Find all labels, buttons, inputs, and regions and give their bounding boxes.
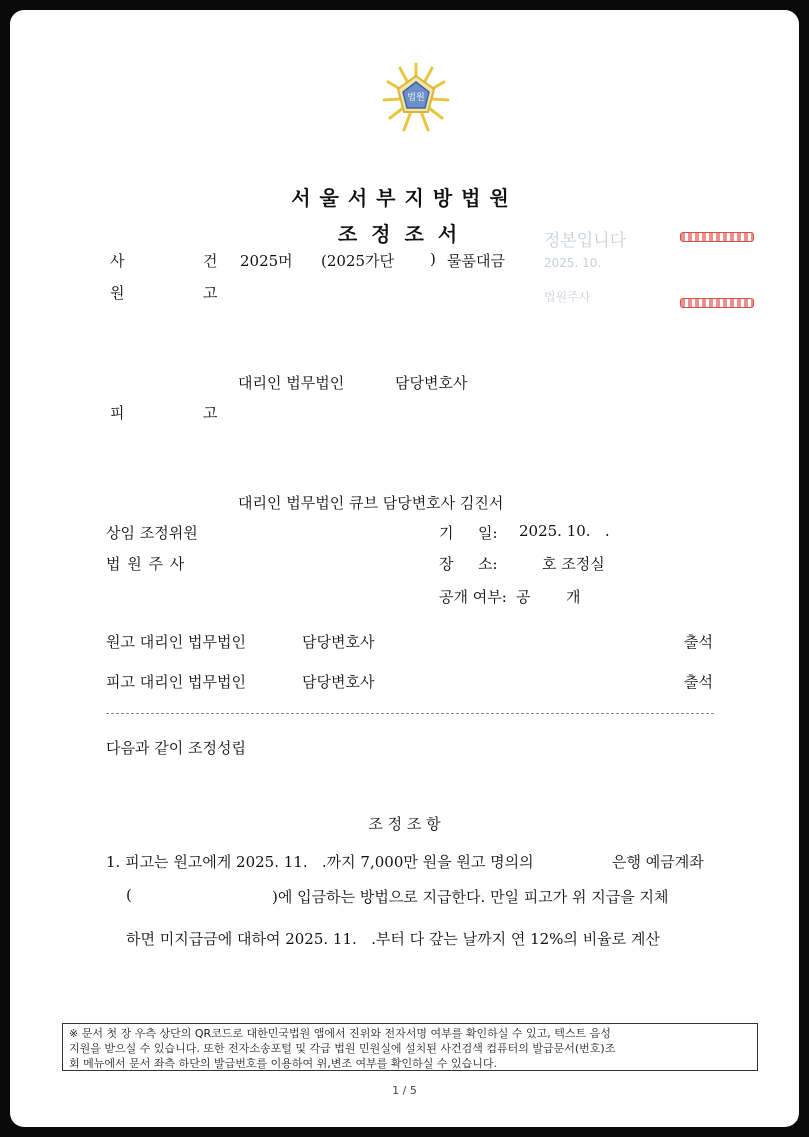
verification-notice xyxy=(62,1023,758,1071)
attendance-party-1: 원고 대리인 법무법인 xyxy=(106,633,246,651)
defendant-agent: 대리인 법무법인 큐브 담당변호사 김진서 xyxy=(238,494,504,512)
place-label-2: 소: xyxy=(478,555,498,573)
date-label-2: 일: xyxy=(478,524,498,542)
page-number: 1 / 5 xyxy=(392,1084,417,1097)
case-ref-open: (2025가단 xyxy=(321,252,395,270)
public-label: 공개 여부: xyxy=(439,588,507,606)
case-name: 물품대금 xyxy=(447,252,505,270)
court-emblem-icon xyxy=(382,62,450,134)
notice-line-1: ※ 문서 첫 장 우측 상단의 QR코드로 대한민국법원 앱에서 진위와 전자서명 여부를 확인하실 수 있고, 텍스트 음성 xyxy=(69,1027,611,1040)
emblem-text: 법원 xyxy=(407,93,425,103)
defendant-label-1: 피 xyxy=(110,404,125,422)
attendance-attorney-1: 담당변호사 xyxy=(302,633,375,651)
case-label-1: 사 xyxy=(110,252,125,270)
seal-mark-top xyxy=(680,232,754,242)
attendance-party-2: 피고 대리인 법무법인 xyxy=(106,673,246,691)
term-line-2-open: ( xyxy=(126,886,132,904)
public-value-1: 공 xyxy=(516,588,531,606)
settlement-statement: 다음과 같이 조정성립 xyxy=(106,739,246,757)
place-label-1: 장 xyxy=(439,555,454,573)
document-page xyxy=(10,10,799,1127)
notice-line-3: 회 메뉴에서 문서 좌측 하단의 발급번호를 이용하여 위,변조 여부를 확인하실 수 있습니다. xyxy=(69,1057,497,1070)
court-name: 서울서부지방법원 xyxy=(291,186,518,210)
date-label-1: 기 xyxy=(439,524,454,542)
case-label-2: 건 xyxy=(203,252,218,270)
stamp-line-2: 2025. 10. xyxy=(544,256,602,270)
plaintiff-agent: 대리인 법무법인 xyxy=(238,374,345,392)
plaintiff-label-1: 원 xyxy=(110,284,125,302)
attendance-status-1: 출석 xyxy=(684,633,713,651)
attendance-status-2: 출석 xyxy=(684,673,713,691)
stamp-line-1: 정본입니다 xyxy=(544,231,627,251)
mediator-label: 상임 조정위원 xyxy=(106,524,198,542)
divider xyxy=(106,713,714,714)
stamp-line-3: 법원주사 xyxy=(544,290,591,304)
plaintiff-label-2: 고 xyxy=(203,284,218,302)
term-line-3: 하면 미지급금에 대하여 2025. 11. .부터 다 갚는 날까지 연 12%의 비율로 계산 xyxy=(126,930,660,948)
place-value: 호 조정실 xyxy=(542,555,605,573)
public-value-2: 개 xyxy=(566,588,581,606)
term-line-1: 1. 피고는 원고에게 2025. 11. .까지 7,000만 원을 원고 명의의 xyxy=(106,853,534,871)
terms-title: 조 정 조 항 xyxy=(368,815,441,833)
plaintiff-attorney: 담당변호사 xyxy=(395,374,468,392)
seal-mark-bottom xyxy=(680,298,754,308)
defendant-label-2: 고 xyxy=(203,404,218,422)
attendance-attorney-2: 담당변호사 xyxy=(302,673,375,691)
clerk-label: 법 원 주 사 xyxy=(106,555,186,573)
case-ref-close: ) xyxy=(430,250,436,268)
date-value: 2025. 10. . xyxy=(519,522,610,540)
term-line-1-bank: 은행 예금계좌 xyxy=(612,853,704,871)
case-number: 2025머 xyxy=(240,252,293,270)
term-line-2: )에 입금하는 방법으로 지급한다. 만일 피고가 위 지급을 지체 xyxy=(272,888,669,906)
document-title: 조정조서 xyxy=(337,222,472,246)
notice-line-2: 지원을 받으실 수 있습니다. 또한 전자소송포털 및 각급 법원 민원실에 설치된 사건검색 컴퓨터의 발급문서(번호)조 xyxy=(69,1042,616,1055)
